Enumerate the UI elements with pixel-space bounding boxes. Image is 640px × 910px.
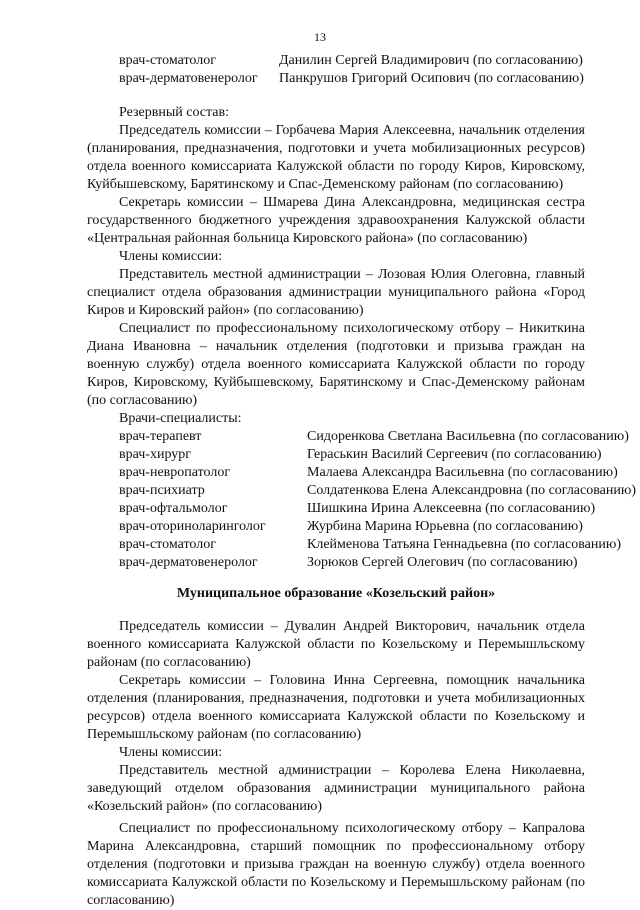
doctor-role: врач-терапевт <box>119 429 202 444</box>
kozelsk-secretary: Секретарь комиссии – Головина Инна Сергеевна, помощник начальника отделения (планирования, предназначения, подготовки и учета мобилизационных ресурсов) отдела военного комиссариата Калужской области по Козельскому и Перемышльскому районам (по согласованию) <box>87 673 585 742</box>
top-doctor-list <box>87 52 585 88</box>
doctor-role: врач-дерматовенеролог <box>119 555 258 570</box>
reserve-doctors-label: Врачи-специалисты: <box>119 411 242 426</box>
doctor-role: врач-дерматовенеролог <box>119 71 258 86</box>
doctor-name: Шишкина Ирина Алексеевна (по согласованию) <box>307 501 596 516</box>
doctor-row <box>87 536 621 554</box>
doctor-row <box>87 464 618 482</box>
doctor-name: Малаева Александра Васильевна (по согласованию) <box>307 465 618 480</box>
reserve-secretary: Секретарь комиссии – Шмарева Дина Александровна, медицинская сестра государственного бюджетного учреждения здравоохранения Калужской области «Центральная районная больница Кировского района» (по согласованию) <box>87 195 585 246</box>
doctor-role: врач-стоматолог <box>119 53 216 68</box>
doctor-name: Солдатенкова Елена Александровна (по согласованию) <box>307 483 636 498</box>
doctor-name: Данилин Сергей Владимирович (по согласованию) <box>279 53 583 68</box>
doctor-name: Журбина Марина Юрьевна (по согласованию) <box>307 519 583 534</box>
reserve-doctor-list <box>87 428 636 572</box>
doctor-row <box>87 518 585 536</box>
reserve-local-admin: Представитель местной администрации – Лозовая Юлия Олеговна, главный специалист отдела образования администрации муниципального района «Город Киров и Кировский район» (по согласованию) <box>87 267 585 318</box>
reserve-psych-specialist: Специалист по профессиональному психологическому отбору – Никиткина Диана Ивановна – начальник отделения (подготовки и призыва граждан на военную службу) отдела военного комиссариата Калужской области по городу Киров, Кировскому, Куйбышевскому, Барятинскому и Спас-Деменскому районам (по согласованию) <box>87 321 585 408</box>
doctor-name: Гераськин Василий Сергеевич (по согласованию) <box>307 447 602 462</box>
doctor-row <box>87 70 585 88</box>
doctor-row <box>87 52 585 70</box>
doctor-role: врач-хирург <box>119 447 192 462</box>
doctor-role: врач-офтальмолог <box>119 501 228 516</box>
doctor-role: врач-стоматолог <box>119 537 216 552</box>
doctor-name: Сидоренкова Светлана Васильевна (по согласованию) <box>307 429 629 444</box>
doctor-role: врач-невропатолог <box>119 465 231 480</box>
doctor-row <box>87 428 629 446</box>
doctor-name: Клейменова Татьяна Геннадьевна (по согласованию) <box>307 537 621 552</box>
page-number: 13 <box>314 30 326 44</box>
doctor-name: Зорюков Сергей Олегович (по согласованию) <box>307 555 578 570</box>
reserve-heading: Резервный состав: <box>119 105 230 120</box>
reserve-members-label: Члены комиссии: <box>119 249 223 264</box>
kozelsk-local-admin: Представитель местной администрации – Королева Елена Николаевна, заведующий отделом образования администрации муниципального района «Козельский район» (по согласованию) <box>87 763 585 814</box>
doctor-role: врач-оториноларинголог <box>119 519 266 534</box>
doctor-row <box>87 446 602 464</box>
doctor-row <box>87 482 636 500</box>
doctor-role: врач-психиатр <box>119 483 205 498</box>
doctor-row <box>87 554 585 572</box>
reserve-chairman: Председатель комиссии – Горбачева Мария Алексеевна, начальник отделения (планирования, предназначения, подготовки и учета мобилизационных ресурсов) отдела военного комиссариата Калужской области по городу Киров, Кировскому, Куйбышевскому, Барятинскому и Спас-Деменскому районам (по согласованию) <box>87 123 585 192</box>
section-heading-kozelsk: Муниципальное образование «Козельский район» <box>176 586 496 601</box>
kozelsk-psych-specialist: Специалист по профессиональному психологическому отбору – Капралова Марина Александровна, старший помощник по профессиональному отбору отделения (подготовки и призыва граждан на военную службу) отдела военного комиссариата Калужской области по Козельскому и Перемышльскому районам (по согласованию) <box>87 821 585 908</box>
kozelsk-chairman: Председатель комиссии – Дувалин Андрей Викторович, начальник отдела военного комиссариата Калужской области по Козельскому и Перемышльскому районам (по согласованию) <box>87 619 585 670</box>
document-body <box>87 52 636 910</box>
doctor-name: Панкрушов Григорий Осипович (по согласованию) <box>279 71 584 86</box>
kozelsk-members-label: Члены комиссии: <box>119 745 223 760</box>
doctor-row <box>87 500 596 518</box>
